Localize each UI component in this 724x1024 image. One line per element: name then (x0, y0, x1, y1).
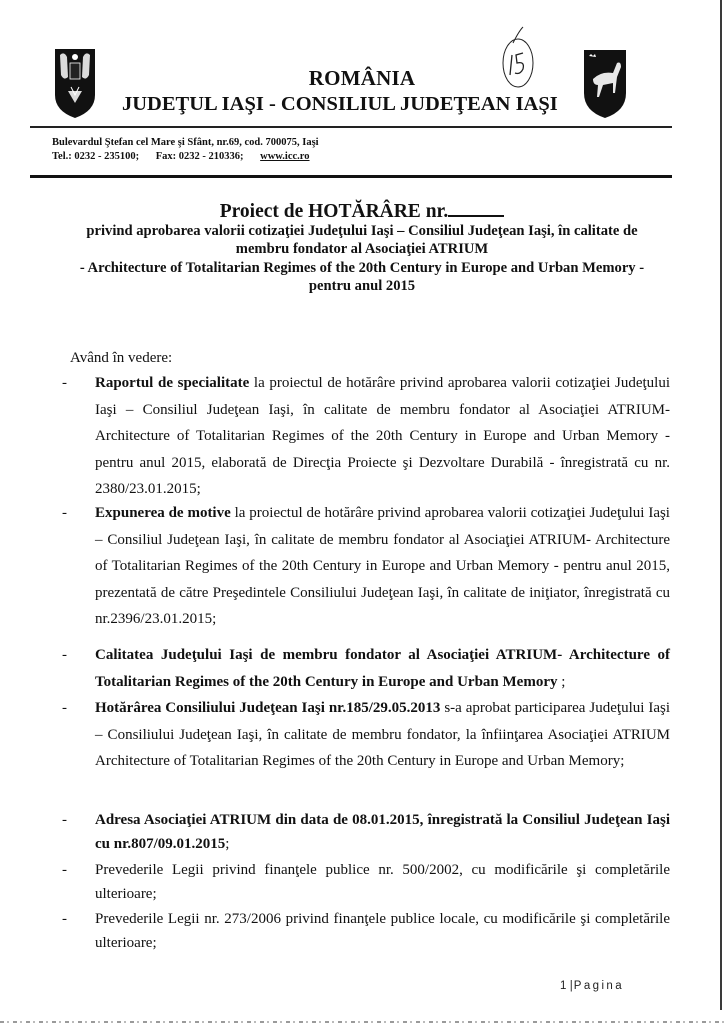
bullet-dash: - (62, 505, 67, 521)
list-item-text: la proiectul de hotărâre privind aprobarea valorii cotizaţiei Judeţului Iaşi – Consiliul Judeţean Iaşi, în calitate de membru fondator al Asociaţiei ATRIUM- Architecture of Totalitarian Regimes of the 20th Century in Europe and Urban Memory - pentru anul 2015, elaborată de Direcţia Proiecte şi Dezvoltare Durabilă - înregistrată cu nr. 2380/23.01.2015; (95, 375, 671, 497)
list-item-text: ; (225, 836, 230, 852)
list-item-bold: Calitatea Judeţului Iaşi de membru fondator al Asociaţiei ATRIUM- Architecture of Totalitarian Regimes of the 20th Century in Europe and Urban Memory (95, 647, 670, 690)
list-item-bold: Expunerea de motive (95, 505, 231, 521)
list-item (62, 858, 670, 906)
page-footer (560, 980, 624, 992)
list-item-text: la proiectul de hotărâre privind aprobarea valorii cotizaţiei Judeţului Iaşi – Consiliul Judeţean Iaşi, în calitate de membru fondator al Asociaţiei ATRIUM- Architecture of Totalitarian Regimes of the 20th Century in Europe and Urban Memory - pentru anul 2015, prezentată de către Preşedintele Consiliului Judeţean Iaşi, în calitate de iniţiator, înregistrată cu nr.2396/23.01.2015; (95, 505, 670, 627)
list-item-text: ; (557, 673, 566, 690)
subtitle-line-1: privind aprobarea valorii cotizaţiei Judeţului Iaşi – Consiliul Judeţean Iaşi, în calitate de (86, 223, 638, 239)
bullet-dash: - (62, 375, 67, 391)
header-phone: Tel.: 0232 - 235100; (52, 151, 140, 162)
page-number: 1 (560, 980, 569, 992)
page-right-border (720, 0, 722, 1010)
list-item (62, 370, 670, 503)
list-item-text: Prevederile Legii nr. 273/2006 privind finanţele publice locale, cu modificările şi completările ulterioare; (95, 911, 670, 951)
subtitle-line-3: - Architecture of Totalitarian Regimes of the 20th Century in Europe and Urban Memory - (79, 260, 645, 276)
list-item (62, 695, 670, 775)
header-address: Bulevardul Ştefan cel Mare şi Sfânt, nr.69, cod. 700075, Iaşi (52, 137, 319, 148)
country-name: ROMÂNIA (308, 66, 416, 90)
bullet-dash: - (62, 862, 67, 878)
header-divider-thin (30, 126, 672, 128)
decision-number-blank (448, 199, 504, 217)
document-title (0, 199, 724, 223)
page-separator: | (569, 980, 573, 992)
header-country (0, 66, 724, 91)
page-bottom-edge (0, 1021, 724, 1023)
bullet-dash: - (62, 911, 67, 927)
list-item (62, 907, 670, 955)
list-item (62, 642, 670, 695)
header-fax: Fax: 0232 - 210336; (155, 151, 244, 162)
list-item-text: s-a aprobat participarea Judeţului Iaşi – Consiliului Judeţean Iaşi, în calitate de membru fondator, la înfiinţarea Asociaţiei ATRIUM Architecture of Totalitarian Regimes of the 20th Century in Europe and Urban Memory; (95, 700, 671, 769)
list-item (62, 808, 670, 856)
list-item (62, 500, 670, 633)
header-contact (52, 151, 310, 162)
list-item-bold: Adresa Asociaţiei ATRIUM din data de 08.01.2015, înregistrată la Consiliul Judeţean Iaşi cu nr.807/09.01.2015 (95, 812, 670, 852)
header-divider-thick (30, 175, 672, 178)
subtitle-line-4: pentru anul 2015 (308, 278, 416, 294)
list-item-bold: Raportul de specialitate (95, 375, 250, 391)
list-item-bold: Hotărârea Consiliului Judeţean Iaşi nr.185/29.05.2013 (95, 700, 441, 716)
page-label: Pagina (573, 980, 625, 992)
header-institution: JUDEŢUL IAŞI - CONSILIUL JUDEŢEAN IAŞI (122, 93, 558, 115)
considering-intro: Având în vedere: (70, 350, 173, 366)
bullet-dash: - (62, 812, 67, 828)
document-title-text: Proiect de HOTĂRÂRE nr. (219, 201, 449, 222)
header-website-link[interactable]: www.icc.ro (260, 151, 310, 162)
subtitle-line-2: membru fondator al Asociaţiei ATRIUM (235, 241, 489, 257)
bullet-dash: - (62, 647, 67, 663)
list-item-text: Prevederile Legii privind finanţele publice nr. 500/2002, cu modificările şi completările ulterioare; (95, 862, 670, 902)
bullet-dash: - (62, 700, 67, 716)
